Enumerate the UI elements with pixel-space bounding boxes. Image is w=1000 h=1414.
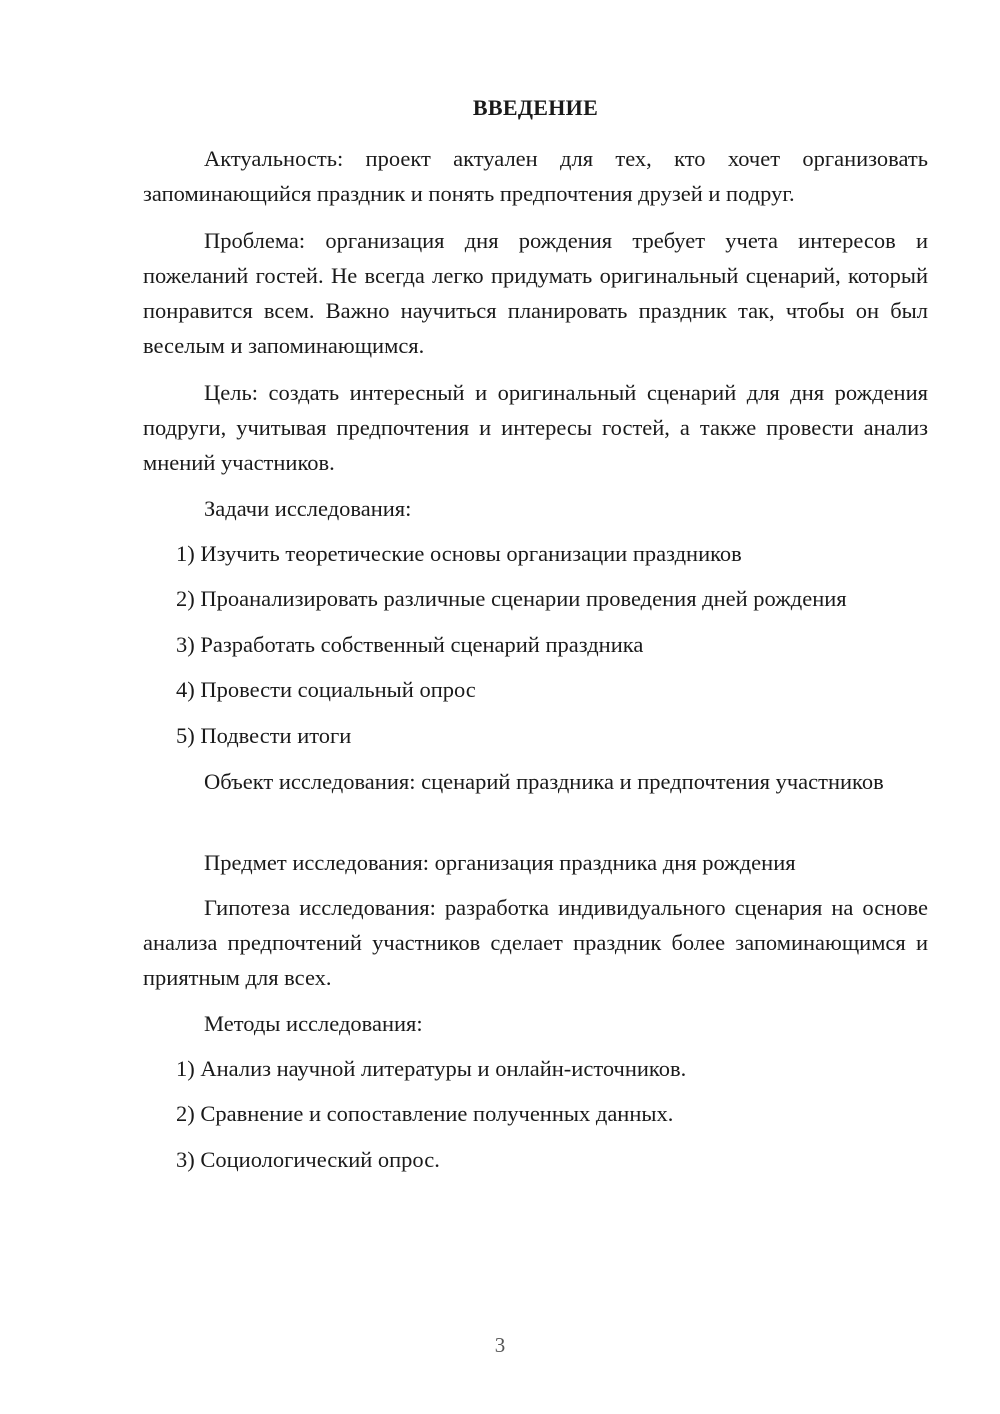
tasks-heading: Задачи исследования:: [204, 496, 412, 521]
task-item: 4) Провести социальный опрос: [176, 677, 476, 702]
method-item: 3) Социологический опрос.: [176, 1147, 440, 1172]
task-item: 2) Проанализировать различные сценарии проведения дней рождения: [176, 586, 847, 611]
page-number: 3: [494, 1333, 506, 1357]
relevance-paragraph: Актуальность: проект актуален для тех, кто хочет организовать запоминающийся праздник и понять предпочтения друзей и подруг.: [143, 146, 928, 206]
page-title: ВВЕДЕНИЕ: [472, 95, 599, 120]
object-paragraph: Объект исследования: сценарий праздника и предпочтения участников: [204, 769, 884, 794]
hypothesis-paragraph: Гипотеза исследования: разработка индивидуального сценария на основе анализа предпочтений участников сделает праздник более запоминающимся и приятным для всех.: [143, 895, 928, 990]
method-item: 2) Сравнение и сопоставление полученных данных.: [176, 1101, 674, 1126]
problem-paragraph: Проблема: организация дня рождения требует учета интересов и пожеланий гостей. Не всегда легко придумать оригинальный сценарий, который понравится всем. Важно научиться планировать праздник так, чтобы он был веселым и запоминающимся.: [143, 228, 928, 358]
subject-paragraph: Предмет исследования: организация праздника дня рождения: [204, 850, 796, 875]
task-item: 5) Подвести итоги: [176, 723, 352, 748]
task-item: 3) Разработать собственный сценарий праздника: [176, 632, 644, 657]
methods-heading: Методы исследования:: [204, 1011, 423, 1036]
goal-paragraph: Цель: создать интересный и оригинальный сценарий для дня рождения подруги, учитывая предпочтения и интересы гостей, а также провести анализ мнений участников.: [143, 380, 928, 475]
task-item: 1) Изучить теоретические основы организации праздников: [176, 541, 742, 566]
method-item: 1) Анализ научной литературы и онлайн-источников.: [176, 1056, 687, 1081]
